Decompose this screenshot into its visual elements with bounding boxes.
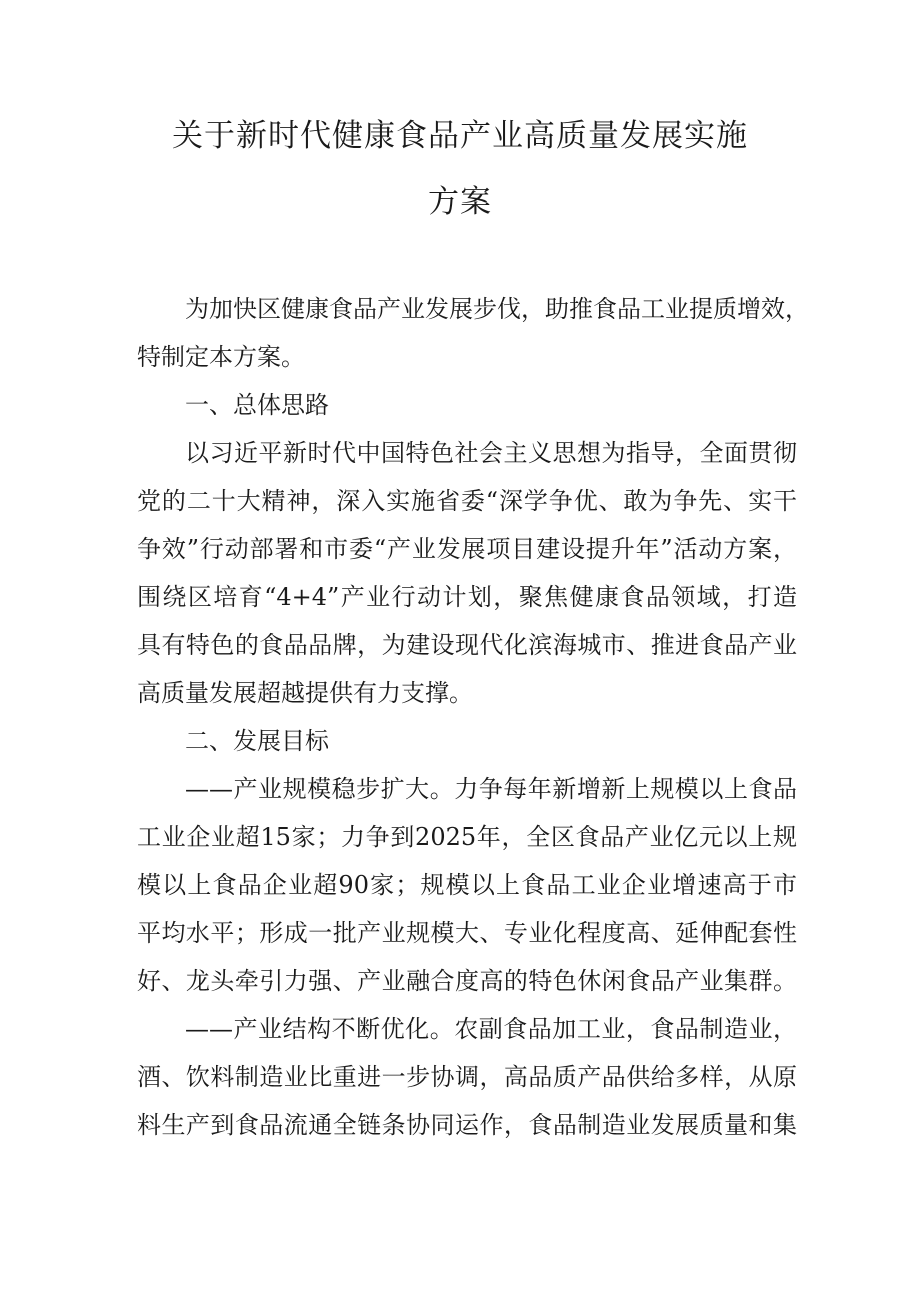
section-heading: 一、总体思路: [185, 391, 329, 419]
body-line: 争效”行动部署和市委“产业发展项目建设提升年”活动方案，: [137, 535, 797, 563]
document-title-line-2: 方案: [428, 184, 492, 220]
body-line: 高质量发展超越提供有力支撑。: [137, 679, 473, 707]
body-line: 特制定本方案。: [137, 343, 305, 371]
body-line: 党的二十大精神，深入实施省委“深学争优、敢为争先、实干: [137, 487, 797, 515]
body-line: 具有特色的食品品牌，为建设现代化滨海城市、推进食品产业: [137, 631, 797, 659]
body-line: 模以上食品企业超90家；规模以上食品工业企业增速高于市: [137, 871, 797, 899]
section-heading: 二、发展目标: [185, 727, 329, 755]
body-line: 为加快区健康食品产业发展步伐，助推食品工业提质增效，: [185, 295, 809, 323]
body-line: 平均水平；形成一批产业规模大、专业化程度高、延伸配套性: [137, 919, 797, 947]
body-line: ——产业结构不断优化。农副食品加工业，食品制造业，: [185, 1015, 797, 1043]
body-line: 酒、饮料制造业比重进一步协调，高品质产品供给多样，从原: [137, 1063, 797, 1091]
body-line: 以习近平新时代中国特色社会主义思想为指导，全面贯彻: [185, 439, 797, 467]
body-line: 工业企业超15家；力争到2025年，全区食品产业亿元以上规: [137, 823, 797, 851]
document-title-line-1: 关于新时代健康食品产业高质量发展实施: [172, 118, 748, 154]
body-line: 好、龙头牵引力强、产业融合度高的特色休闲食品产业集群。: [137, 967, 797, 995]
document-body: [137, 285, 809, 1149]
body-line: 围绕区培育“4+4”产业行动计划，聚焦健康食品领域，打造: [137, 583, 797, 611]
body-line: ——产业规模稳步扩大。力争每年新增新上规模以上食品: [185, 775, 797, 803]
body-line: 料生产到食品流通全链条协同运作，食品制造业发展质量和集: [137, 1111, 797, 1139]
